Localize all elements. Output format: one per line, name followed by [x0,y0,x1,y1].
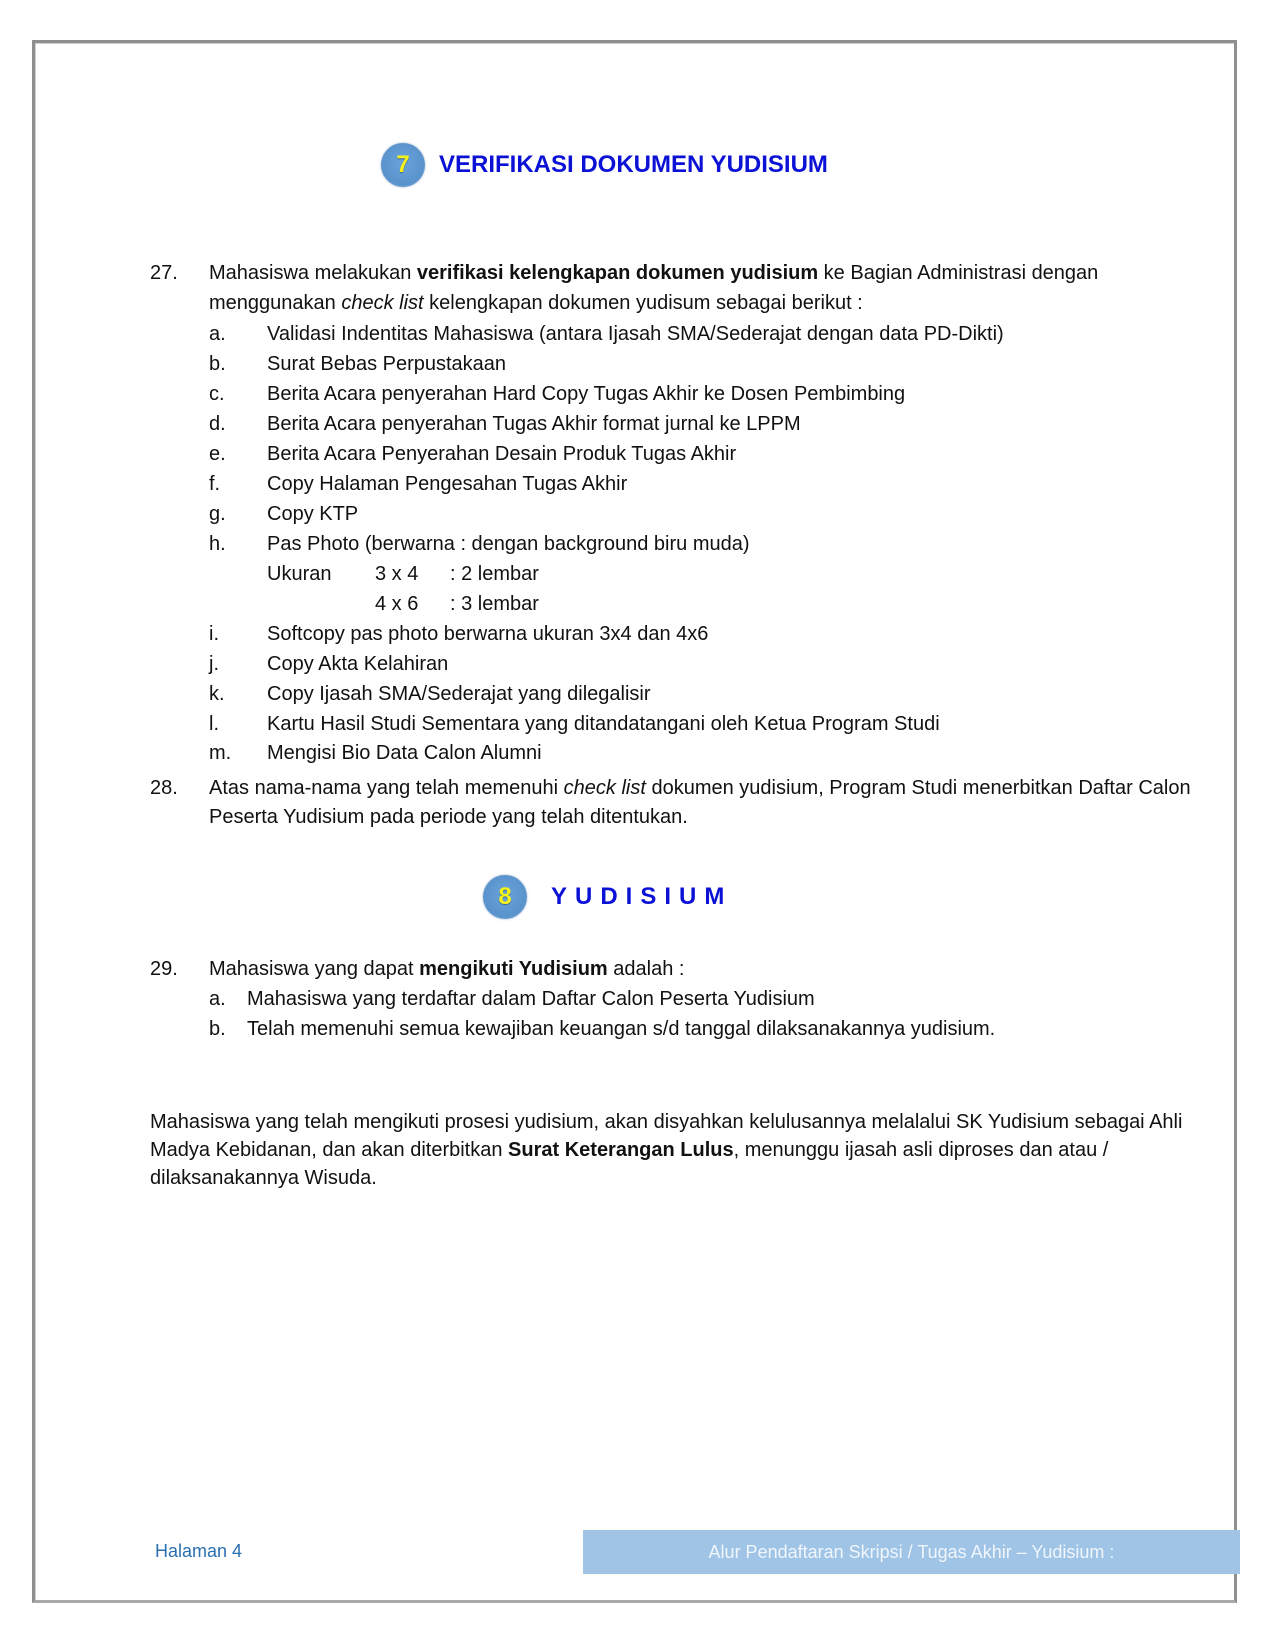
checklist-item-label: a. [209,323,226,345]
section-number-badge [381,143,425,187]
section-number-badge [483,875,527,919]
checklist-item-label: c. [209,383,225,405]
sub-item-label: b. [209,1018,226,1040]
page-number: Halaman 4 [155,1541,243,1561]
item-text [209,292,863,315]
checklist-item-text: Kartu Hasil Studi Sementara yang ditandatangani oleh Ketua Program Studi [267,713,940,735]
checklist-item-label: b. [209,353,226,375]
photo-size: 4 x 6 [375,593,419,615]
sub-item-text: Mahasiswa yang terdaftar dalam Daftar Calon Peserta Yudisium [247,988,815,1010]
italic-text: check list [563,777,646,799]
checklist-item-text: Validasi Indentitas Mahasiswa (antara Ijasah SMA/Sederajat dengan data PD-Dikti) [267,323,1004,345]
checklist-item-text: Berita Acara Penyerahan Desain Produk Tugas Akhir [267,443,737,465]
checklist-item-label: f. [209,473,221,495]
checklist-item-text: Copy Halaman Pengesahan Tugas Akhir [267,473,628,495]
text-run: ke Bagian Administrasi dengan [818,262,1099,284]
text-run: Mahasiswa yang dapat [209,958,420,980]
checklist-item-label: d. [209,413,226,435]
checklist-item-text: Softcopy pas photo berwarna ukuran 3x4 dan 4x6 [267,623,709,645]
closing-paragraph [150,1108,1230,1192]
item-text [209,777,1191,800]
sub-item-label: a. [209,988,226,1010]
section-number: 7 [396,151,410,178]
text-run: kelengkapan dokumen yudisum sebagai berikut : [423,292,863,314]
photo-size: 3 x 4 [375,563,419,585]
photo-quantity: : 2 lembar [450,563,539,585]
checklist-item-label: j. [209,653,219,675]
footer-title: Alur Pendaftaran Skripsi / Tugas Akhir – Yudisium : [708,1541,1115,1562]
checklist-item-text: Copy Ijasah SMA/Sederajat yang dilegalisir [267,683,651,705]
text-run: Mahasiswa yang telah mengikuti prosesi yudisium, akan disyahkan kelulusannya melalalui SK Yudisium sebagai Ahli Madya Kebidanan, dan akan diterbitkan [150,1111,1183,1161]
item-text: Peserta Yudisium pada periode yang telah ditentukan. [209,806,688,828]
checklist-item-label: k. [209,683,225,705]
text-run: menggunakan [209,292,342,314]
photo-size-label: Ukuran [267,563,332,585]
item-text [209,958,684,981]
checklist-item-text: Berita Acara penyerahan Hard Copy Tugas Akhir ke Dosen Pembimbing [267,383,906,405]
checklist-item-label: h. [209,533,226,555]
text-run: Atas nama-nama yang telah memenuhi [209,777,564,799]
text-run: adalah : [607,958,685,980]
checklist-item-text: Pas Photo (berwarna : dengan background biru muda) [267,533,750,555]
text-run: dokumen yudisium, Program Studi menerbitkan Daftar Calon [645,777,1191,799]
bold-text: mengikuti Yudisium [419,958,608,980]
section-heading-7 [381,143,828,187]
item-number: 29. [150,958,178,980]
item-number: 27. [150,262,178,284]
checklist-item-label: i. [209,623,219,645]
bold-text: verifikasi kelengkapan dokumen yudisium [416,262,819,284]
checklist-item-label: m. [209,742,232,764]
text-run: Mahasiswa melakukan [209,262,417,284]
checklist-item-text: Mengisi Bio Data Calon Alumni [267,742,542,764]
italic-text: check list [341,292,424,314]
checklist-item-text: Copy KTP [267,503,359,525]
section-title: VERIFIKASI DOKUMEN YUDISIUM [439,151,828,178]
section-title: YUDISIUM [551,883,733,910]
sub-item-text: Telah memenuhi semua kewajiban keuangan s/d tanggal dilaksanakannya yudisium. [247,1018,996,1040]
section-heading-8 [483,875,732,919]
item-text [209,262,1098,285]
text-run: , menunggu ijasah asli diproses dan atau / dilaksanakannya Wisuda. [150,1139,1109,1189]
checklist-item-text: Surat Bebas Perpustakaan [267,353,507,375]
checklist-item-text: Berita Acara penyerahan Tugas Akhir format jurnal ke LPPM [267,413,801,435]
item-number: 28. [150,777,178,799]
checklist-item-label: l. [209,713,219,735]
section-number: 8 [498,883,512,910]
bold-text: Surat Keterangan Lulus [508,1139,734,1161]
checklist-item-label: g. [209,503,226,525]
checklist-item-label: e. [209,443,226,465]
checklist-item-text: Copy Akta Kelahiran [267,653,449,675]
photo-quantity: : 3 lembar [450,593,539,615]
footer-title-bar [583,1530,1240,1574]
